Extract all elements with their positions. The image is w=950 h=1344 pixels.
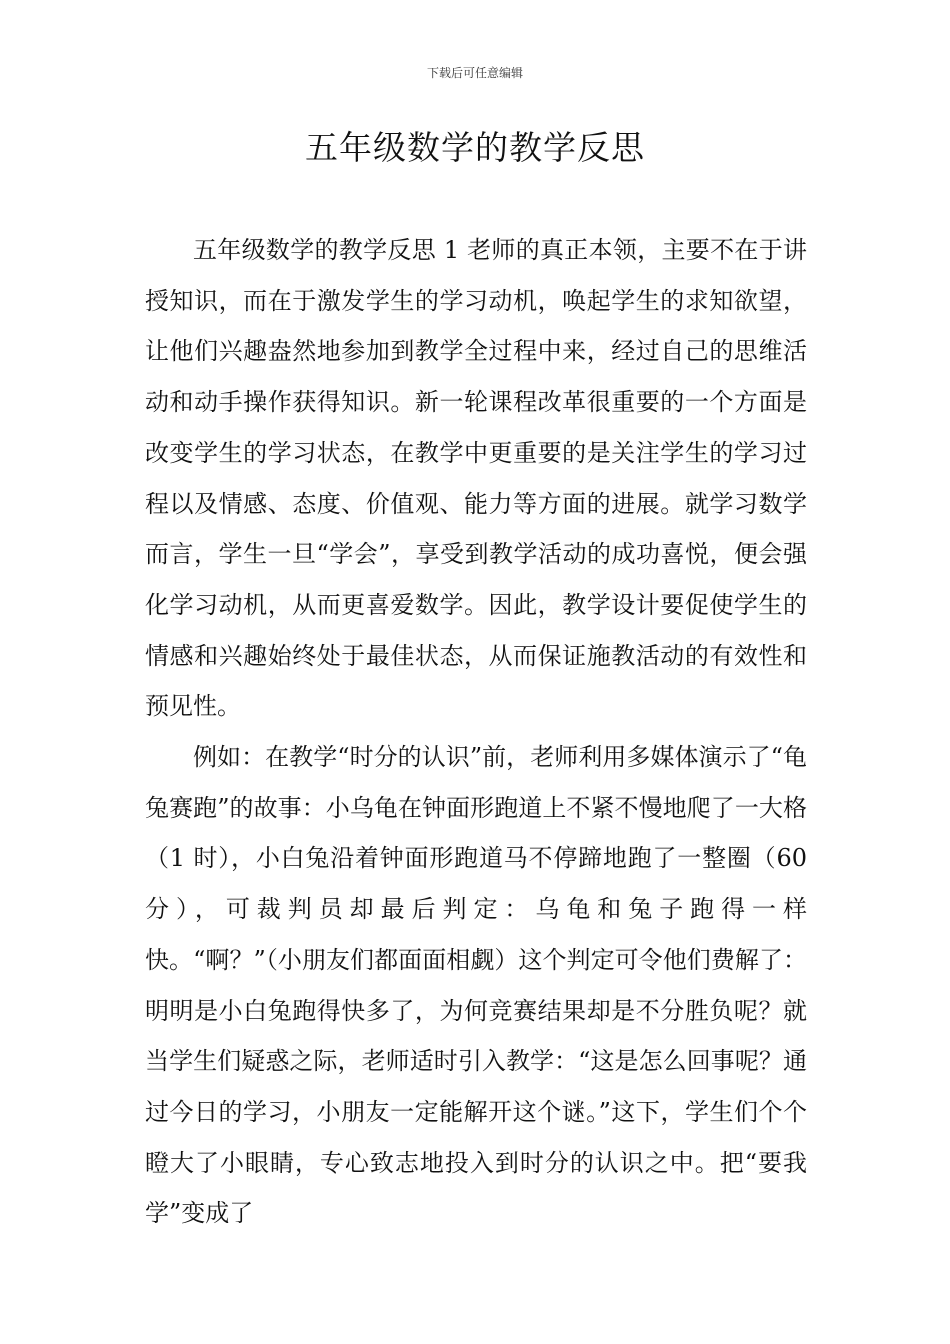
document-body bbox=[145, 225, 807, 1239]
header-note: 下载后可任意编辑 bbox=[426, 66, 523, 80]
document-title: 五年级数学的教学反思 bbox=[305, 128, 645, 167]
paragraph-1: 五年级数学的教学反思 1 老师的真正本领，主要不在于讲授知识，而在于激发学生的学习动机，唤起学生的求知欲望，让他们兴趣盎然地参加到教学全过程中来，经过自己的思维活动和动手操作获得知识。新一轮课程改革很重要的一个方面是改变学生的学习状态，在教学中更重要的是关注学生的学习过程以及情感、态度、价值观、能力等方面的进展。就学习数学而言，学生一旦“学会”，享受到教学活动的成功喜悦，便会强化学习动机，从而更喜爱数学。因此，教学设计要促使学生的情感和兴趣始终处于最佳状态，从而保证施教活动的有效性和预见性。 bbox=[145, 236, 807, 721]
paragraph-2: 例如：在教学“时分的认识”前，老师利用多媒体演示了“龟兔赛跑”的故事：小乌龟在钟面形跑道上不紧不慢地爬了一大格（1 时），小白兔沿着钟面形跑道马不停蹄地跑了一整圈（60 分），可裁判员却最后判定：乌龟和兔子跑得一样快。“啊？”（小朋友们都面面相觑）这个判定可令他们费解了：明明是小白兔跑得快多了，为何竞赛结果却是不分胜负呢？就当学生们疑惑之际，老师适时引入教学：“这是怎么回事呢？通过今日的学习，小朋友一定能解开这个谜。”这下，学生们个个瞪大了小眼睛，专心致志地投入到时分的认识之中。把“要我学”变成了 bbox=[145, 743, 807, 1228]
